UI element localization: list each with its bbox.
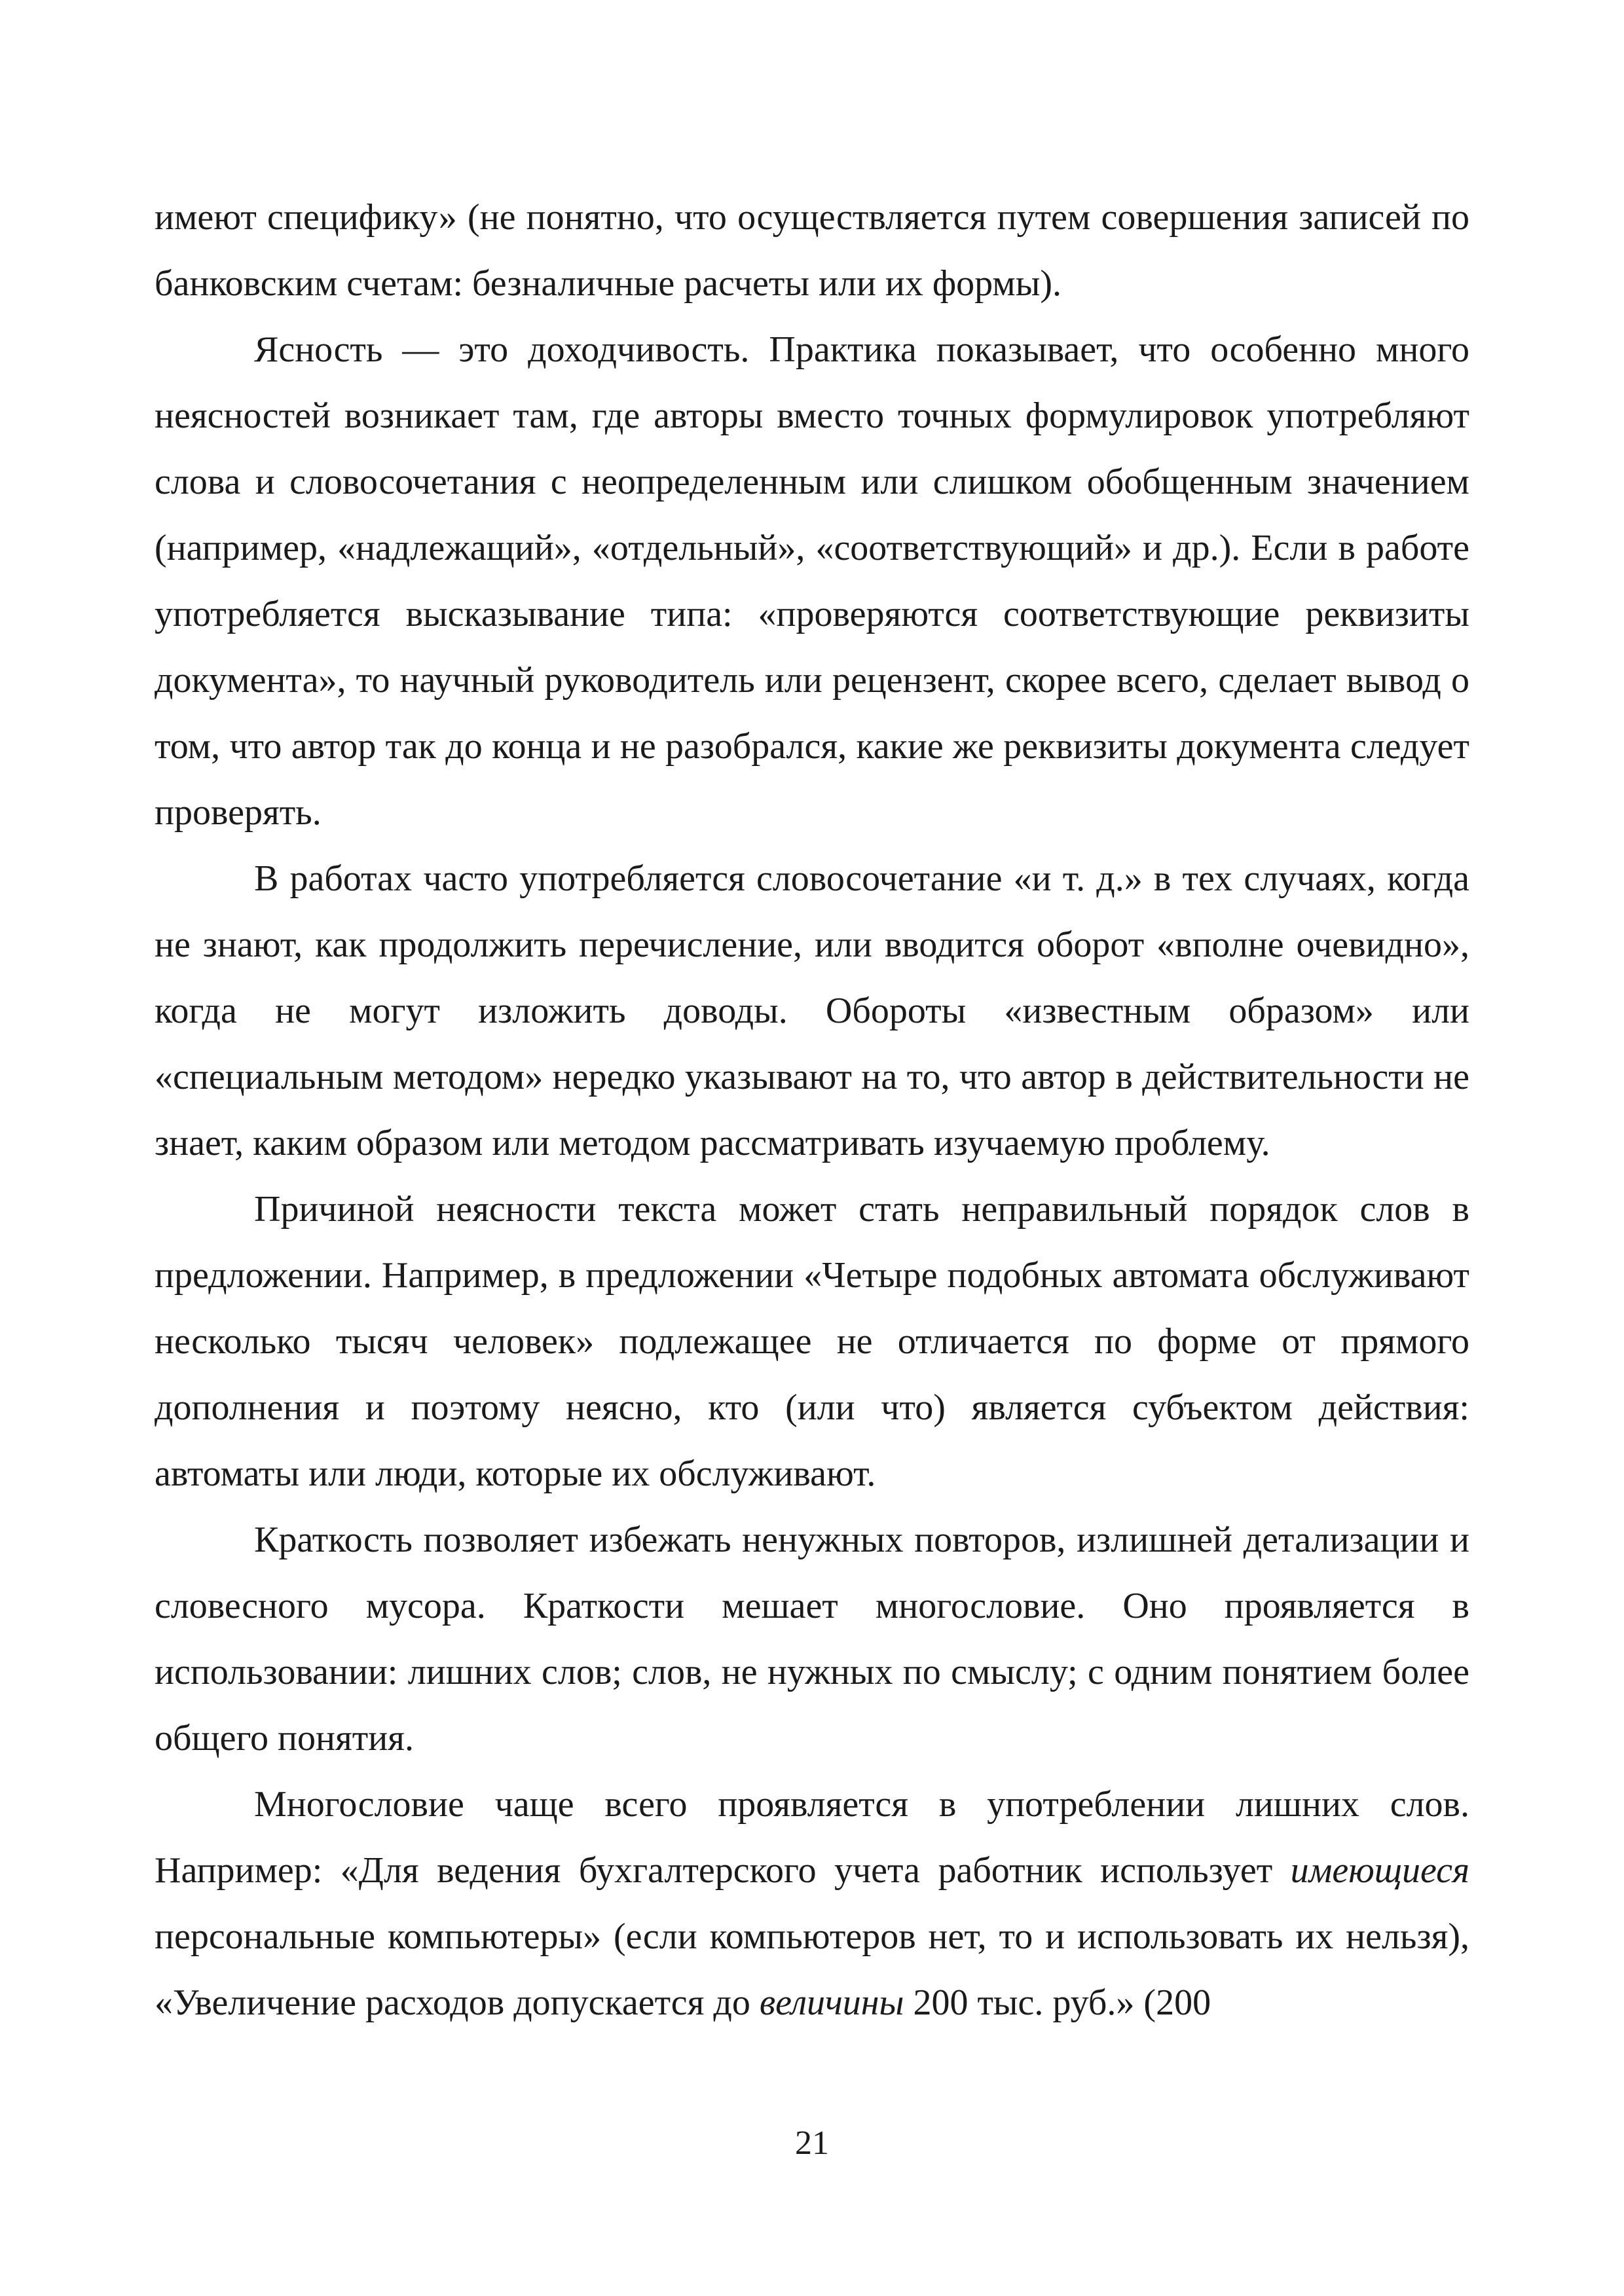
italic-term: величины	[759, 1982, 904, 2023]
paragraph-last	[155, 1772, 1469, 2036]
page-number: 21	[795, 2124, 829, 2162]
paragraph: В работах часто употребляется словосочетание «и т. д.» в тех случаях, когда не знают, как продолжить перечисление, или вводится оборот «вполне очевидно», когда не могут изложить доводы. Обороты «известным образом» или «специальным методом» нередко указывают на то, что автор в действительности не знает, каким образом или методом рассматривать изучаемую проблему.	[155, 858, 1469, 1163]
document-body	[155, 185, 1469, 2036]
italic-term: имеющиеся	[1290, 1850, 1469, 1891]
paragraph: Краткость позволяет избежать ненужных повторов, излишней детализации и словесного мусора. Краткости мешает многословие. Оно проявляется в использовании: лишних слов; слов, не нужных по смыслу; с одним понятием более общего понятия.	[155, 1520, 1469, 1758]
text-run: 200 тыс. руб.» (200	[904, 1982, 1211, 2023]
text-run: персональные компьютеры» (если компьютеров нет, то и использовать их нельзя), «Увеличение расходов допускается до	[155, 1916, 1469, 2023]
paragraph: Причиной неясности текста может стать неправильный порядок слов в предложении. Например, в предложении «Четыре подобных автомата обслуживают несколько тысяч человек» подлежащее не отличается по форме от прямого дополнения и поэтому неясно, кто (или что) является субъектом действия: автоматы или люди, которые их обслуживают.	[155, 1189, 1469, 1494]
paragraph: имеют специфику» (не понятно, что осуществляется путем совершения записей по банковским счетам: безналичные расчеты или их формы).	[155, 197, 1469, 304]
text-run: Многословие чаще всего проявляется в употреблении лишних слов. Например: «Для ведения бухгалтерского учета работник использует	[155, 1784, 1469, 1891]
paragraph: Ясность — это доходчивость. Практика показывает, что особенно много неясностей возникает там, где авторы вместо точных формулировок употребляют слова и словосочетания с неопределенным или слишком обобщенным значением (например, «надлежащий», «отдельный», «соответствующий» и др.). Если в работе употребляется высказывание типа: «проверяются соответствующие реквизиты документа», то научный руководитель или рецензент, скорее всего, сделает вывод о том, что автор так до конца и не разобрался, какие же реквизиты документа следует проверять.	[155, 329, 1469, 833]
